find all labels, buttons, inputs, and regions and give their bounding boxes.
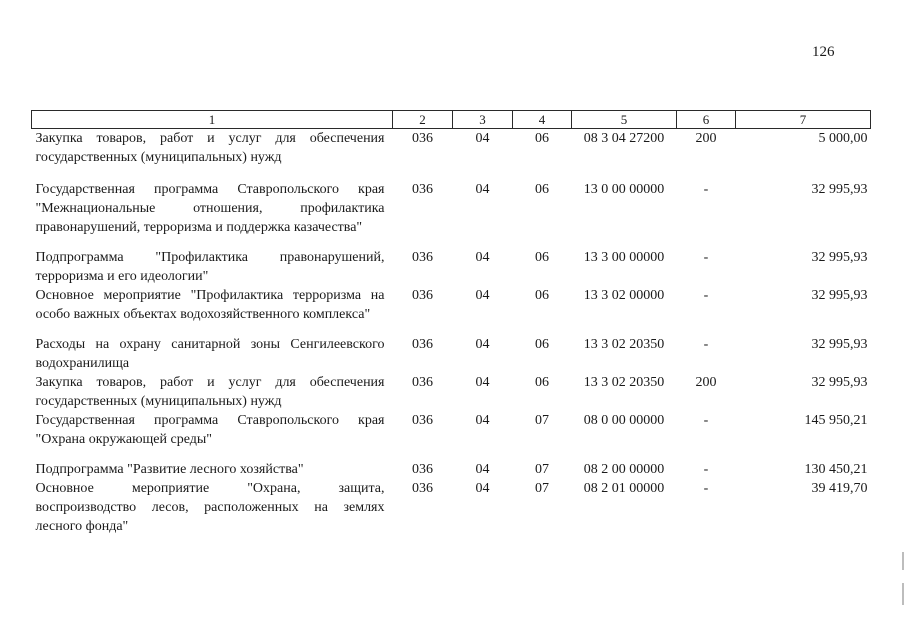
row-section-code: 04 (475, 288, 490, 303)
row-name: Закупка товаров, работ и услуг для обеспечения государственных (муниципальных) нужд (35, 131, 385, 165)
row-section-code: 04 (475, 337, 490, 352)
header-col-3: 3 (453, 111, 513, 129)
row-expense-type: - (703, 337, 709, 352)
row-amount: 32 995,93 (811, 250, 868, 265)
row-amount: 39 419,70 (811, 481, 868, 496)
row-subsection-code: 06 (535, 182, 549, 197)
row-target-article: 08 0 00 00000 (583, 413, 665, 428)
table-row (32, 129, 871, 181)
row-expense-type: - (703, 413, 709, 428)
row-name: Основное мероприятие "Охрана, защита, воспроизводство лесов, расположенных на землях лесного фонда" (35, 481, 385, 534)
row-section-code: 04 (475, 182, 490, 197)
header-col-4: 4 (513, 111, 572, 129)
row-expense-type: - (703, 288, 709, 303)
row-section-code: 04 (475, 413, 490, 428)
row-ministry-code: 036 (412, 375, 433, 390)
row-target-article: 13 3 02 00000 (583, 288, 665, 303)
row-expense-type: - (703, 481, 709, 496)
budget-table (31, 110, 871, 536)
row-subsection-code: 06 (535, 131, 549, 146)
row-section-code: 04 (475, 375, 490, 390)
row-name: Государственная программа Ставропольского края "Охрана окружающей среды" (35, 413, 385, 447)
row-amount: 145 950,21 (804, 413, 868, 428)
row-ministry-code: 036 (412, 481, 433, 496)
row-expense-type: - (703, 462, 709, 477)
row-section-code: 04 (475, 481, 490, 496)
row-target-article: 13 3 02 20350 (583, 375, 665, 390)
row-subsection-code: 07 (535, 481, 549, 496)
row-ministry-code: 036 (412, 413, 433, 428)
row-target-article: 13 3 00 00000 (583, 250, 665, 265)
table-row (32, 286, 871, 335)
row-amount: 32 995,93 (811, 375, 868, 390)
row-ministry-code: 036 (412, 337, 433, 352)
row-expense-type: - (703, 250, 709, 265)
row-ministry-code: 036 (412, 250, 433, 265)
header-col-7: 7 (736, 111, 871, 129)
row-name: Государственная программа Ставропольского края "Межнациональные отношения, профилактика правонарушений, терроризма и поддержка казачества" (35, 182, 385, 235)
row-target-article: 08 2 00 00000 (583, 462, 665, 477)
row-section-code: 04 (475, 131, 490, 146)
header-col-2: 2 (393, 111, 453, 129)
header-col-5: 5 (572, 111, 677, 129)
row-amount: 32 995,93 (811, 337, 868, 352)
page-number: 126 (812, 44, 835, 60)
row-section-code: 04 (475, 462, 490, 477)
scan-edge-mark (902, 552, 904, 570)
row-name: Расходы на охрану санитарной зоны Сенгилеевского водохранилища (35, 337, 385, 371)
table-row (32, 479, 871, 536)
row-target-article: 13 0 00 00000 (583, 182, 665, 197)
row-target-article: 08 2 01 00000 (583, 481, 665, 496)
row-ministry-code: 036 (412, 131, 433, 146)
row-section-code: 04 (475, 250, 490, 265)
row-name: Основное мероприятие "Профилактика терроризма на особо важных объектах водохозяйственного комплекса" (35, 288, 385, 322)
row-expense-type: - (703, 182, 709, 197)
row-amount: 32 995,93 (811, 182, 868, 197)
row-subsection-code: 06 (535, 250, 549, 265)
row-subsection-code: 06 (535, 337, 549, 352)
row-amount: 32 995,93 (811, 288, 868, 303)
table-row (32, 411, 871, 460)
row-subsection-code: 07 (535, 462, 549, 477)
row-ministry-code: 036 (412, 288, 433, 303)
row-name: Закупка товаров, работ и услуг для обеспечения государственных (муниципальных) нужд (35, 375, 385, 409)
table-row (32, 335, 871, 373)
row-amount: 130 450,21 (804, 462, 868, 477)
row-ministry-code: 036 (412, 462, 433, 477)
table-row (32, 180, 871, 248)
table-row (32, 373, 871, 411)
row-name: Подпрограмма "Развитие лесного хозяйства" (35, 462, 304, 477)
row-subsection-code: 06 (535, 288, 549, 303)
row-expense-type: 200 (695, 375, 717, 390)
header-col-6: 6 (677, 111, 736, 129)
row-target-article: 08 3 04 27200 (583, 131, 665, 146)
row-expense-type: 200 (695, 131, 717, 146)
row-target-article: 13 3 02 20350 (583, 337, 665, 352)
table-row (32, 248, 871, 286)
row-subsection-code: 07 (535, 413, 549, 428)
header-row (32, 111, 871, 129)
row-name: Подпрограмма "Профилактика правонарушений, терроризма и его идеологии" (35, 250, 385, 284)
header-col-1: 1 (32, 111, 393, 129)
table-row (32, 460, 871, 479)
row-amount: 5 000,00 (818, 131, 868, 146)
scan-edge-mark (902, 583, 904, 605)
row-subsection-code: 06 (535, 375, 549, 390)
row-ministry-code: 036 (412, 182, 433, 197)
